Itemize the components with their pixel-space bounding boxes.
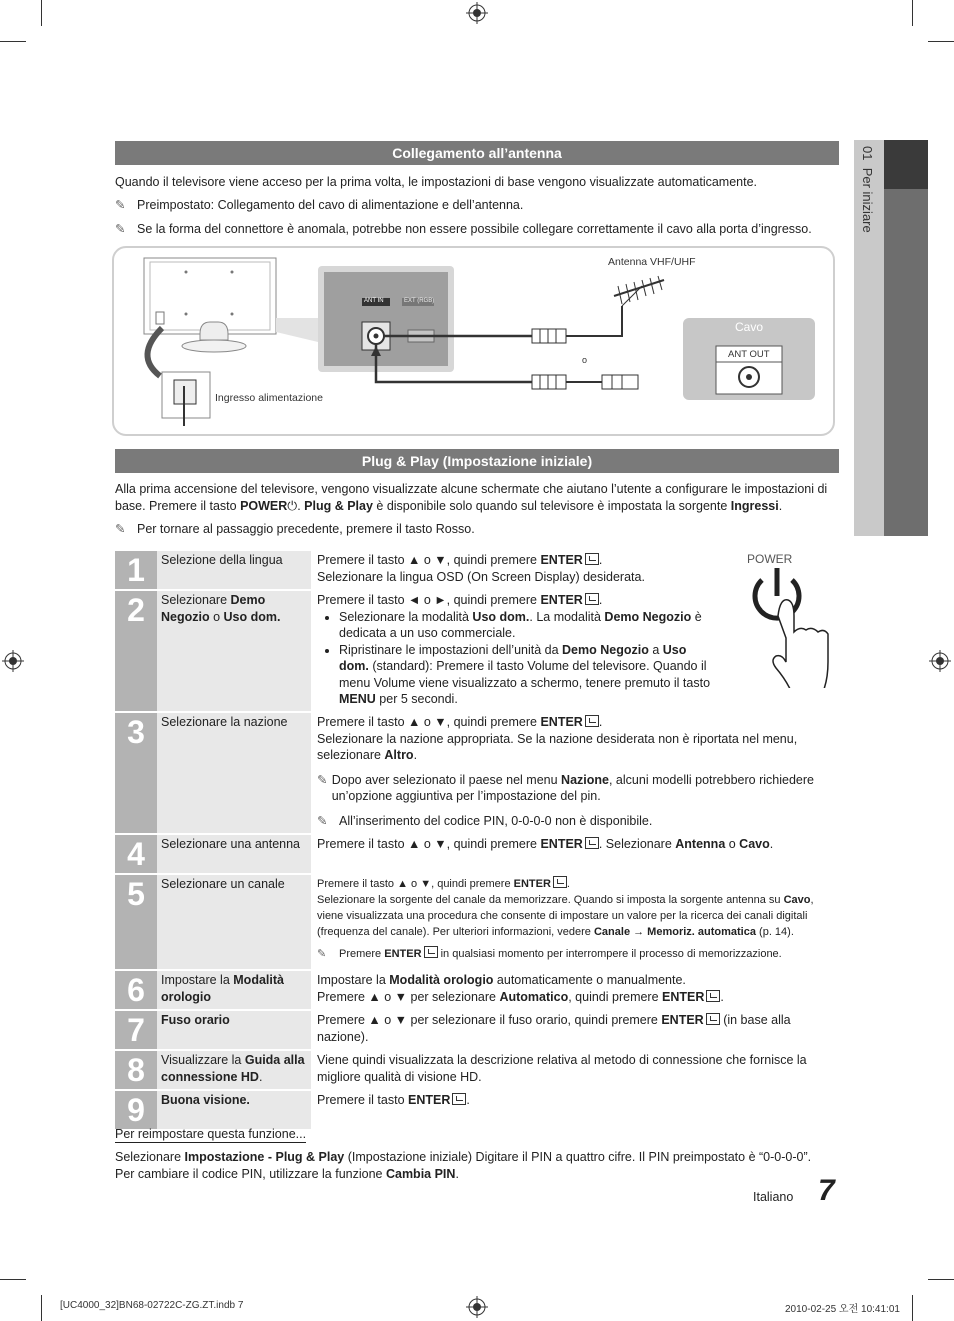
enter-icon — [585, 593, 599, 605]
step-number: 8 — [115, 1051, 157, 1089]
file-info: [UC4000_32]BN68-02722C-ZG.ZT.indb 7 — [60, 1300, 244, 1311]
crop-mark — [928, 1279, 954, 1280]
enter-icon — [585, 715, 599, 727]
plug-play-intro: Alla prima accensione del televisore, vengono visualizzate alcune schermate che aiutano l’utente a configurare le impostazioni di base. Premere il tasto POWER⏻. Plug & Play è disponibile solo quando sul televisore è impostata la sorgente Ingressi. — [115, 482, 828, 513]
enter-icon — [424, 946, 438, 958]
plug-play-note: ✎ Per tornare al passaggio precedente, premere il tasto Rosso. — [115, 522, 475, 536]
setup-steps-table — [115, 549, 843, 1131]
step-title: Selezione della lingua — [157, 551, 311, 589]
table-row — [115, 835, 843, 873]
step-title: Selezionare Demo Negozio o Uso dom. — [157, 591, 311, 711]
enter-icon — [706, 1013, 720, 1025]
power-label: POWER — [747, 552, 793, 566]
label-ant-in: ANT IN — [364, 298, 384, 304]
section-heading-antenna: Collegamento all’antenna — [115, 141, 839, 165]
footer-language: Italiano — [753, 1190, 794, 1204]
step-title: Fuso orario — [157, 1011, 311, 1049]
note-pencil-icon: ✎ — [115, 198, 126, 212]
table-row — [115, 551, 843, 589]
note-pencil-icon: ✎ — [317, 948, 327, 960]
step-number: 9 — [115, 1091, 157, 1129]
side-tab-label: 01 Per iniziare — [860, 146, 875, 233]
step-description: Premere il tasto ▲ o ▼, quindi premere ENTER . Selezionare Antenna o Cavo. — [317, 837, 774, 851]
date-info: 2010-02-25 오전 10:41:01 — [785, 1304, 900, 1315]
step-description: Premere ▲ o ▼ per selezionare il fuso orario, quindi premere ENTER (in base alla nazione). — [317, 1013, 791, 1044]
note-pencil-icon: ✎ — [115, 522, 126, 536]
step-number: 5 — [115, 875, 157, 969]
step-description: Impostare la Modalità orologio automaticamente o manualmente. Premere ▲ o ▼ per selezionare Automatico, quindi premere ENTER . — [317, 973, 724, 1004]
page-number: 7 — [818, 1174, 835, 1207]
step-title: Selezionare una antenna — [157, 835, 311, 873]
side-tab-dark-top — [884, 140, 928, 189]
step-title: Selezionare un canale — [157, 875, 311, 969]
enter-icon — [585, 837, 599, 849]
step-number: 2 — [115, 591, 157, 711]
step-number: 1 — [115, 551, 157, 589]
enter-icon — [585, 553, 599, 565]
power-icon: ⏻ — [287, 498, 298, 513]
registration-mark-icon — [929, 650, 951, 672]
label-ant-out: ANT OUT — [728, 349, 770, 360]
registration-mark-icon — [2, 650, 24, 672]
step-number: 4 — [115, 835, 157, 873]
step-title: Impostare la Modalità orologio — [157, 971, 311, 1009]
label-cable: Cavo — [735, 320, 764, 334]
label-or: o — [582, 355, 588, 365]
step-number: 6 — [115, 971, 157, 1009]
crop-mark — [41, 1295, 42, 1321]
enter-icon — [553, 876, 567, 888]
label-power-input: Ingresso alimentazione — [215, 392, 323, 404]
section-heading-plug-play: Plug & Play (Impostazione iniziale) — [115, 449, 839, 473]
note-pencil-icon: ✎ — [317, 813, 328, 828]
step-description: Viene quindi visualizzata la descrizione relativa al metodo di connessione che fornisce la migliore qualità di visione HD. — [317, 1053, 807, 1084]
reset-text: Selezionare Impostazione - Plug & Play (Impostazione iniziale) Digitare il PIN a quattro cifre. Il PIN preimpostato è “0-0-0-0”. Per cambiare il codice PIN, utilizzare la funzione Cambia PIN. — [115, 1150, 812, 1181]
list-item: • Ripristinare le impostazioni dell’unità da Demo Negozio a Uso dom. (standard): Premere il tasto Volume del televisore. Quando il menu Volume viene visualizzato a schermo, tenere premuto il tasto MENU per 5 secondi. — [339, 642, 719, 708]
crop-mark — [0, 41, 26, 42]
crop-mark — [912, 1295, 913, 1321]
step-number: 7 — [115, 1011, 157, 1049]
step-description: Premere il tasto ENTER . — [317, 1093, 470, 1107]
note-pencil-icon: ✎ — [317, 772, 328, 787]
table-row — [115, 713, 843, 833]
step-number: 3 — [115, 713, 157, 833]
antenna-intro: Quando il televisore viene acceso per la prima volta, le impostazioni di base vengono visualizzate automaticamente. — [115, 175, 758, 189]
table-row — [115, 591, 843, 711]
table-row — [115, 1091, 843, 1129]
step-description: Premere il tasto ▲ o ▼, quindi premere ENTER . Selezionare la nazione appropriata. Se la nazione desiderata non è riportata nel menu, selezionare Altro. ✎ Dopo aver selezionato il paese nel menu Nazione, alcuni modelli potrebbero richiedere un’opzione aggiuntiva per l’impostazione del pin. ✎ All’inserimento del codice PIN, 0-0-0-0 non è disponibile. — [317, 715, 814, 828]
registration-mark-icon — [466, 2, 488, 24]
note-pencil-icon: ✎ — [115, 222, 126, 236]
crop-mark — [912, 0, 913, 26]
list-item: • Selezionare la modalità Uso dom.. La modalità Demo Negozio è dedicata a un uso commerciale. — [339, 609, 719, 642]
label-antenna: Antenna VHF/UHF — [608, 256, 696, 268]
enter-icon — [706, 990, 720, 1002]
reset-heading: Per reimpostare questa funzione... — [115, 1127, 307, 1141]
crop-mark — [928, 41, 954, 42]
antenna-note-2: ✎ Se la forma del connettore è anomala, potrebbe non essere possibile collegare correttamente il cavo alla porta d’ingresso. — [115, 222, 812, 236]
step-title: Selezionare la nazione — [157, 713, 311, 833]
table-row — [115, 1051, 843, 1089]
step-description: Premere il tasto ▲ o ▼, quindi premere ENTER . Selezionare la lingua OSD (On Screen Display) desiderata. — [317, 553, 645, 584]
label-ext-rgb: EXT (RGB) — [404, 298, 435, 304]
table-row — [115, 1011, 843, 1049]
registration-mark-icon — [466, 1296, 488, 1318]
antenna-note-1: ✎ Preimpostato: Collegamento del cavo di alimentazione e dell’antenna. — [115, 198, 524, 212]
side-tab-dark — [884, 189, 928, 536]
enter-icon — [452, 1093, 466, 1105]
table-row — [115, 971, 843, 1009]
step-description: Premere il tasto ◄ o ►, quindi premere ENTER . • Selezionare la modalità Uso dom.. La modalità Demo Negozio è dedicata a un uso commerciale. • Ripristinare le impostazioni dell’unità da Demo Negozio a Uso dom. (standard): Premere il tasto Volume del televisore. Quando il menu Volume viene visualizzato a schermo, tenere premuto il tasto MENU per 5 secondi. — [311, 591, 843, 711]
step-title: Visualizzare la Guida alla connessione HD. — [157, 1051, 311, 1089]
step-title: Buona visione. — [157, 1091, 311, 1129]
crop-mark — [41, 0, 42, 26]
diagram-artwork — [112, 246, 835, 436]
crop-mark — [0, 1279, 26, 1280]
table-row — [115, 875, 843, 969]
step-description: Premere il tasto ▲ o ▼, quindi premere ENTER . Selezionare la sorgente del canale da memorizzare. Quando si imposta la sorgente antenna su Cavo, viene visualizzata una procedura che consente di impostare un valore per la ricerca dei canali digitali (frequenza del canale). Per ulteriori informazioni, vedere Canale → Memoriz. automatica (p. 14). ✎ Premere ENTER in qualsiasi momento per interrompere il processo di memorizzazione. — [317, 878, 814, 960]
